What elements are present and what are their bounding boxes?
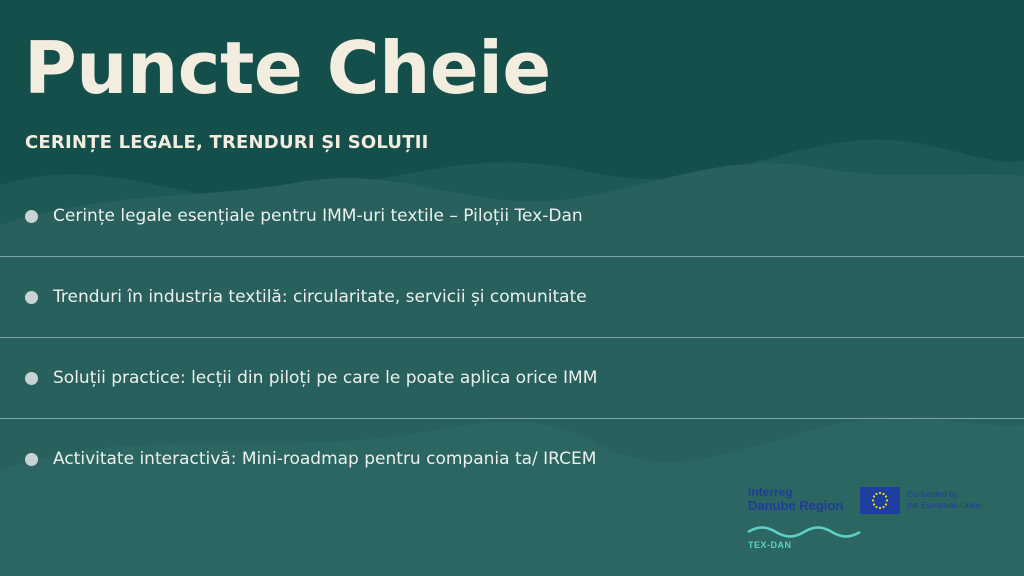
list-item-text: Activitate interactivă: Mini-roadmap pentru compania ta/ IRCEM xyxy=(53,449,597,469)
list-item xyxy=(0,257,1024,338)
key-points-list xyxy=(0,176,1024,499)
list-item xyxy=(0,338,1024,419)
bullet-icon xyxy=(25,291,38,304)
bullet-icon xyxy=(25,210,38,223)
footer-logos xyxy=(746,484,1006,556)
list-item xyxy=(0,176,1024,257)
list-item-text: Cerințe legale esențiale pentru IMM-uri textile – Piloții Tex-Dan xyxy=(53,206,583,226)
list-item-text: Soluții practice: lecții din piloți pe care le poate aplica orice IMM xyxy=(53,368,598,388)
eu-cofunded-text: Co-funded by the European Union xyxy=(907,489,983,510)
tex-dan-wave-icon xyxy=(746,524,862,538)
bullet-icon xyxy=(25,372,38,385)
interreg-logo-text: Interreg xyxy=(748,485,793,499)
tex-dan-logo-text: TEX-DAN xyxy=(748,540,792,550)
interreg-region-text: Danube Region xyxy=(748,498,844,513)
eu-flag-icon xyxy=(860,487,900,514)
page-title: Puncte Cheie xyxy=(24,26,551,110)
list-item-text: Trenduri în industria textilă: circularitate, servicii și comunitate xyxy=(53,287,587,307)
page-subtitle: CERINȚE LEGALE, TRENDURI ȘI SOLUȚII xyxy=(25,132,429,153)
bullet-icon xyxy=(25,453,38,466)
